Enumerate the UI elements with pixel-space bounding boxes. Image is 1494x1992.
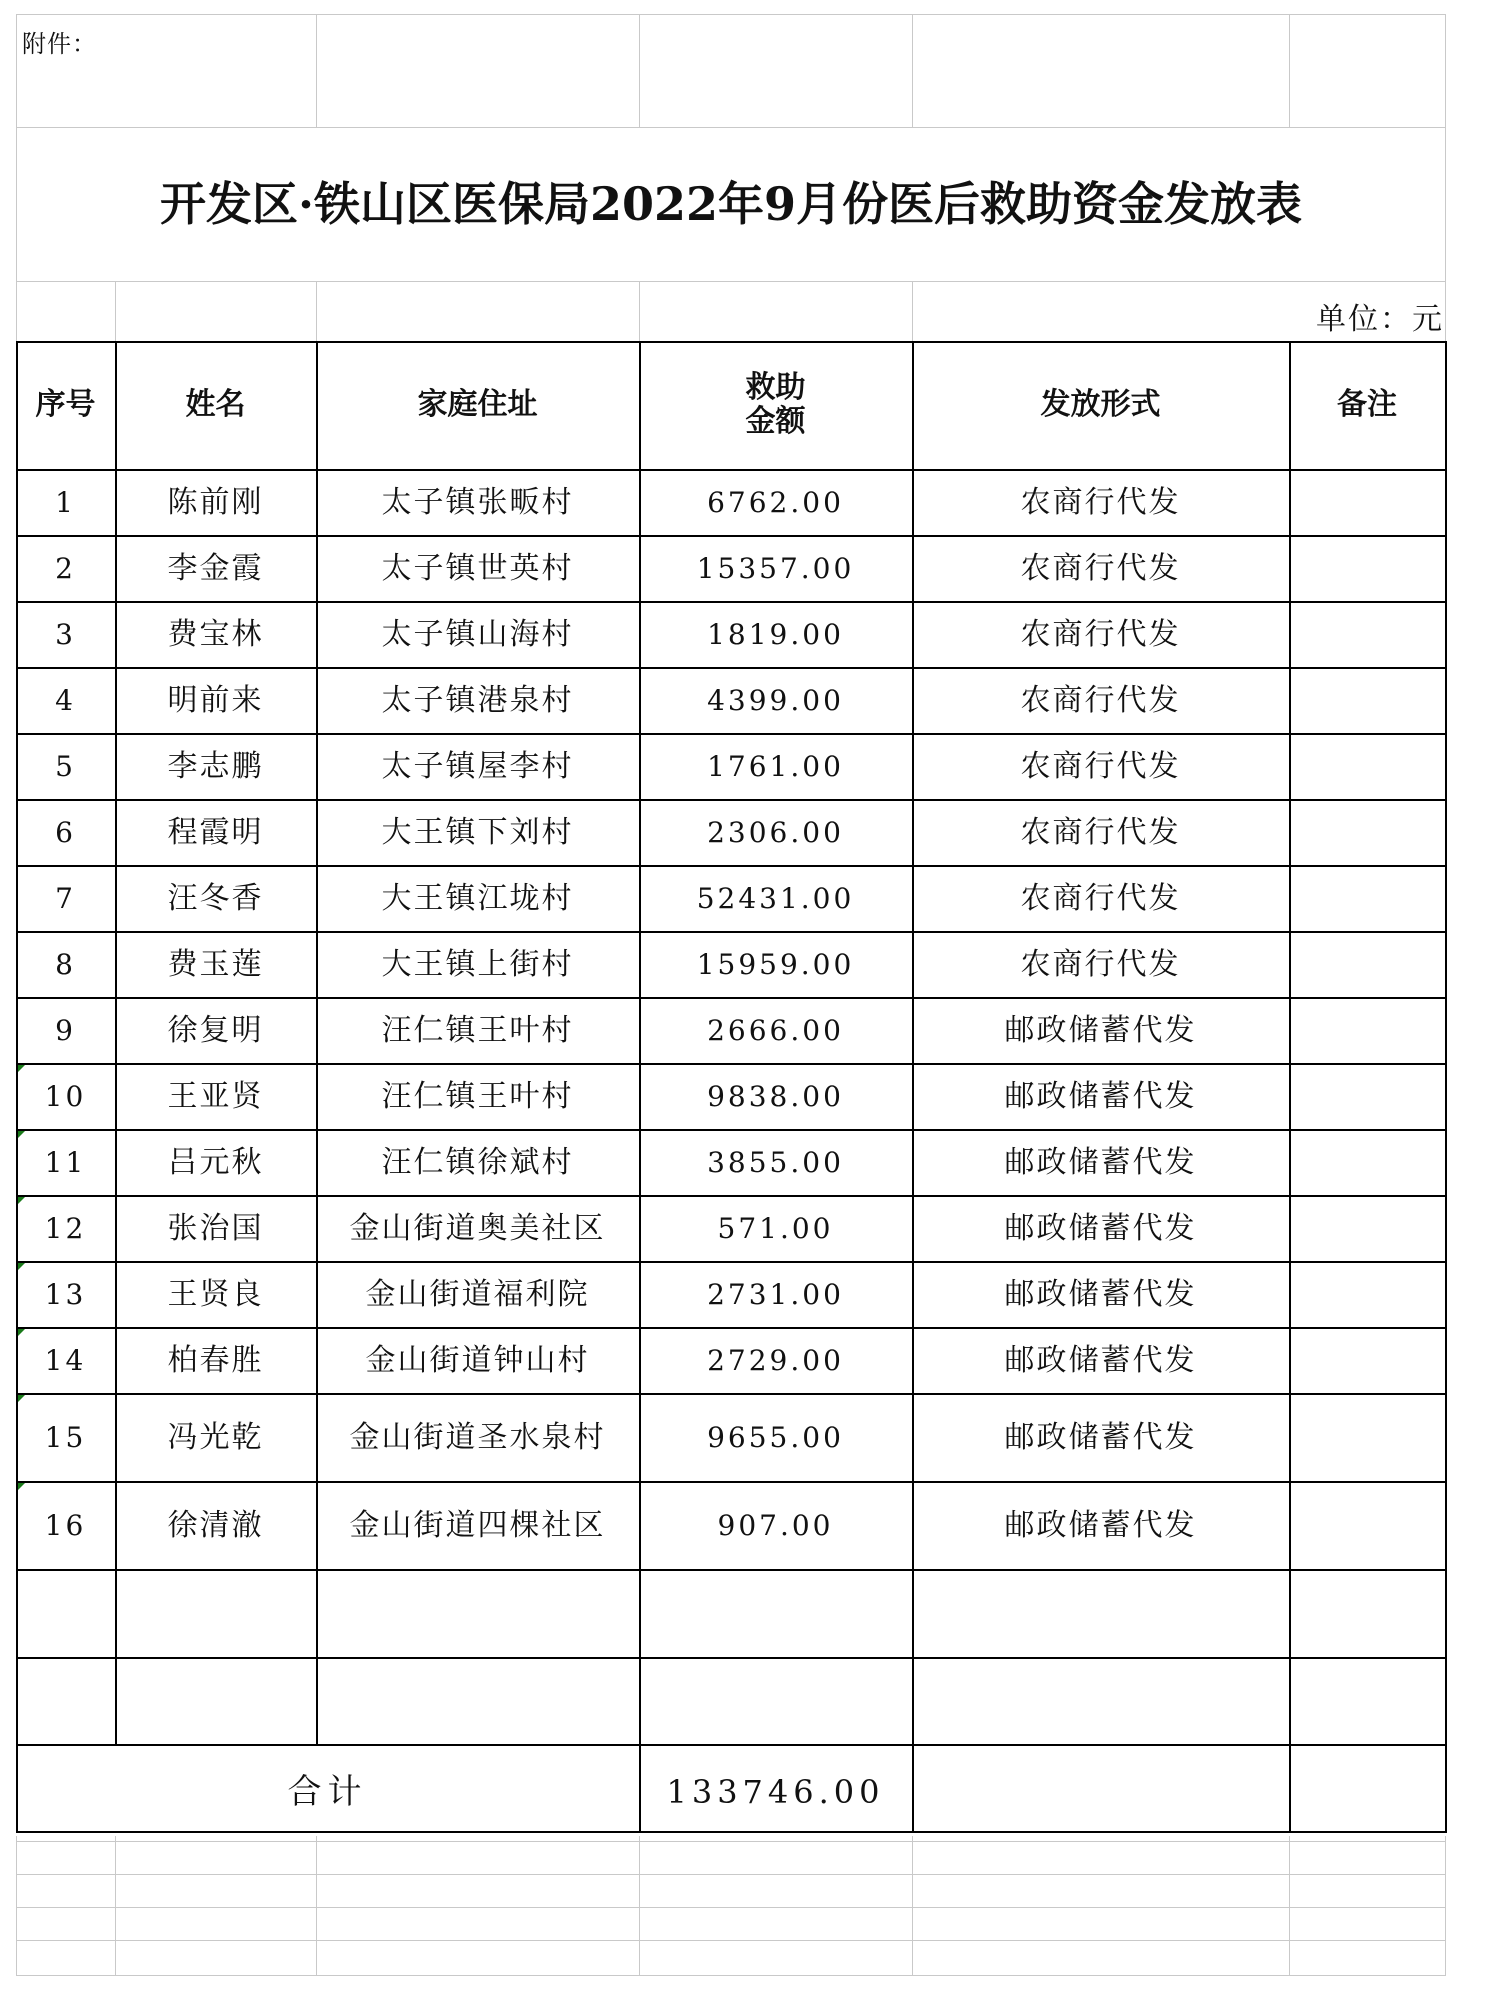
cell-remark bbox=[1289, 1065, 1445, 1129]
cell-seq: 1 bbox=[55, 485, 76, 519]
cell-marker-icon bbox=[18, 1483, 25, 1490]
gridline bbox=[1289, 1836, 1290, 1976]
cell-seq: 2 bbox=[55, 551, 76, 585]
cell-address: 金山街道四棵社区 bbox=[349, 1507, 606, 1543]
cell-marker-icon bbox=[18, 1395, 25, 1402]
cell-name: 费玉莲 bbox=[167, 946, 264, 982]
cell-remark bbox=[1289, 735, 1445, 799]
cell-remark bbox=[1289, 999, 1445, 1063]
cell-amount: 2729.00 bbox=[707, 1343, 844, 1377]
cell-seq: 5 bbox=[55, 749, 76, 783]
gridline bbox=[16, 281, 1446, 282]
cell-method: 邮政储蓄代发 bbox=[1004, 1419, 1197, 1455]
cell-seq: 3 bbox=[55, 617, 76, 651]
cell-method: 农商行代发 bbox=[1020, 682, 1181, 718]
cell-address: 大王镇江垅村 bbox=[381, 880, 574, 916]
gridline bbox=[912, 281, 913, 341]
cell-method: 农商行代发 bbox=[1020, 946, 1181, 982]
cell-seq: 4 bbox=[55, 683, 76, 717]
cell-seq: 7 bbox=[55, 881, 76, 915]
cell-seq: 14 bbox=[44, 1343, 87, 1377]
cell-remark bbox=[1289, 1483, 1445, 1569]
cell-marker-icon bbox=[18, 1263, 25, 1270]
page-title: 开发区·铁山区医保局2022年9月份医后救助资金发放表 bbox=[159, 176, 1303, 231]
cell-method: 邮政储蓄代发 bbox=[1004, 1078, 1197, 1114]
cell-address: 汪仁镇王叶村 bbox=[381, 1012, 574, 1048]
cell-name: 明前来 bbox=[167, 682, 264, 718]
cell-amount: 907.00 bbox=[717, 1508, 834, 1542]
cell-amount: 1819.00 bbox=[707, 617, 844, 651]
cell-amount: 2666.00 bbox=[707, 1013, 844, 1047]
cell-amount: 6762.00 bbox=[707, 485, 844, 519]
cell-method: 农商行代发 bbox=[1020, 880, 1181, 916]
cell-name: 徐清澈 bbox=[167, 1507, 264, 1543]
cell-method: 农商行代发 bbox=[1020, 616, 1181, 652]
gridline bbox=[639, 281, 640, 341]
table-border bbox=[16, 1569, 1447, 1571]
gridline bbox=[16, 1975, 1446, 1976]
gridline bbox=[16, 1940, 1446, 1941]
cell-amount: 15959.00 bbox=[696, 947, 855, 981]
cell-address: 金山街道钟山村 bbox=[365, 1342, 590, 1378]
cell-address: 太子镇港泉村 bbox=[381, 682, 574, 718]
cell-marker-icon bbox=[18, 1131, 25, 1138]
cell-address: 太子镇世英村 bbox=[381, 550, 574, 586]
cell-method: 邮政储蓄代发 bbox=[1004, 1210, 1197, 1246]
header-method: 发放形式 bbox=[1040, 386, 1161, 422]
cell-remark bbox=[1289, 801, 1445, 865]
cell-method: 农商行代发 bbox=[1020, 484, 1181, 520]
cell-address: 汪仁镇王叶村 bbox=[381, 1078, 574, 1114]
gridline bbox=[16, 14, 1446, 15]
gridline bbox=[912, 14, 913, 127]
gridline bbox=[16, 1836, 17, 1976]
cell-method: 农商行代发 bbox=[1020, 814, 1181, 850]
header-address: 家庭住址 bbox=[417, 386, 538, 422]
cell-remark bbox=[1289, 537, 1445, 601]
cell-amount: 571.00 bbox=[717, 1211, 834, 1245]
cell-address: 太子镇屋李村 bbox=[381, 748, 574, 784]
cell-remark bbox=[1289, 933, 1445, 997]
cell-amount: 2306.00 bbox=[707, 815, 844, 849]
cell-address: 金山街道圣水泉村 bbox=[349, 1419, 606, 1455]
cell-method: 邮政储蓄代发 bbox=[1004, 1507, 1197, 1543]
gridline bbox=[639, 14, 640, 127]
cell-name: 柏春胜 bbox=[167, 1342, 264, 1378]
gridline bbox=[1445, 1836, 1446, 1976]
table-border bbox=[16, 1744, 1447, 1746]
header-remark: 备注 bbox=[1337, 386, 1397, 422]
cell-seq: 16 bbox=[44, 1508, 87, 1542]
table-border bbox=[16, 1657, 1447, 1659]
cell-method: 邮政储蓄代发 bbox=[1004, 1012, 1197, 1048]
cell-address: 金山街道奥美社区 bbox=[349, 1210, 606, 1246]
cell-remark bbox=[1289, 867, 1445, 931]
cell-seq: 10 bbox=[44, 1079, 87, 1113]
cell-name: 汪冬香 bbox=[167, 880, 264, 916]
unit-label: 单位：元 bbox=[1316, 302, 1444, 337]
gridline bbox=[115, 281, 116, 341]
cell-remark bbox=[1289, 1263, 1445, 1327]
header-amount bbox=[639, 341, 912, 469]
cell-seq: 8 bbox=[55, 947, 76, 981]
cell-remark bbox=[1289, 1329, 1445, 1393]
header-amount-line2: 金额 bbox=[745, 404, 806, 439]
cell-seq: 6 bbox=[55, 815, 76, 849]
cell-remark bbox=[1289, 603, 1445, 667]
total-label: 合计 bbox=[287, 1771, 368, 1812]
cell-amount: 4399.00 bbox=[707, 683, 844, 717]
cell-remark bbox=[1289, 669, 1445, 733]
cell-amount: 52431.00 bbox=[696, 881, 855, 915]
header-amount-line1: 救助 bbox=[745, 369, 806, 405]
cell-name: 李志鹏 bbox=[167, 748, 264, 784]
gridline bbox=[1289, 14, 1290, 127]
header-name: 姓名 bbox=[185, 386, 246, 422]
cell-method: 邮政储蓄代发 bbox=[1004, 1276, 1197, 1312]
cell-name: 徐复明 bbox=[167, 1012, 264, 1048]
cell-amount: 15357.00 bbox=[696, 551, 855, 585]
cell-name: 王亚贤 bbox=[167, 1078, 264, 1114]
cell-marker-icon bbox=[18, 1329, 25, 1336]
cell-marker-icon bbox=[18, 1197, 25, 1204]
cell-name: 冯光乾 bbox=[167, 1419, 264, 1455]
cell-remark bbox=[1289, 471, 1445, 535]
cell-name: 李金霞 bbox=[167, 550, 264, 586]
cell-name: 费宝林 bbox=[167, 616, 264, 652]
cell-remark bbox=[1289, 1395, 1445, 1481]
cell-seq: 12 bbox=[44, 1211, 87, 1245]
cell-amount: 9655.00 bbox=[707, 1420, 844, 1454]
total-amount: 133746.00 bbox=[666, 1773, 885, 1812]
cell-seq: 15 bbox=[44, 1420, 87, 1454]
cell-remark bbox=[1289, 1131, 1445, 1195]
header-seq: 序号 bbox=[35, 386, 96, 422]
cell-address: 太子镇山海村 bbox=[381, 616, 574, 652]
cell-address: 汪仁镇徐斌村 bbox=[381, 1144, 574, 1180]
cell-address: 大王镇下刘村 bbox=[381, 814, 574, 850]
cell-amount: 9838.00 bbox=[707, 1079, 844, 1113]
cell-method: 农商行代发 bbox=[1020, 550, 1181, 586]
cell-name: 陈前刚 bbox=[167, 484, 264, 520]
cell-method: 邮政储蓄代发 bbox=[1004, 1342, 1197, 1378]
cell-name: 程霞明 bbox=[167, 814, 264, 850]
cell-seq: 9 bbox=[55, 1013, 76, 1047]
gridline bbox=[912, 1836, 913, 1976]
cell-name: 吕元秋 bbox=[167, 1144, 264, 1180]
gridline bbox=[316, 14, 317, 127]
cell-remark bbox=[1289, 1197, 1445, 1261]
cell-seq: 11 bbox=[44, 1145, 87, 1179]
cell-seq: 13 bbox=[44, 1277, 87, 1311]
cell-marker-icon bbox=[18, 1065, 25, 1072]
cell-amount: 2731.00 bbox=[707, 1277, 844, 1311]
gridline bbox=[16, 1907, 1446, 1908]
cell-method: 邮政储蓄代发 bbox=[1004, 1144, 1197, 1180]
cell-address: 大王镇上街村 bbox=[381, 946, 574, 982]
gridline bbox=[16, 1874, 1446, 1875]
cell-address: 太子镇张畈村 bbox=[381, 484, 574, 520]
gridline bbox=[115, 1836, 116, 1976]
gridline bbox=[316, 1836, 317, 1976]
attachment-label: 附件： bbox=[22, 30, 97, 58]
cell-amount: 3855.00 bbox=[707, 1145, 844, 1179]
cell-method: 农商行代发 bbox=[1020, 748, 1181, 784]
cell-amount: 1761.00 bbox=[707, 749, 844, 783]
cell-address: 金山街道福利院 bbox=[365, 1276, 590, 1312]
gridline bbox=[316, 281, 317, 341]
cell-name: 张治国 bbox=[167, 1210, 264, 1246]
gridline bbox=[16, 1841, 1446, 1842]
table-border bbox=[1445, 341, 1447, 1833]
cell-name: 王贤良 bbox=[167, 1276, 264, 1312]
gridline bbox=[639, 1836, 640, 1976]
